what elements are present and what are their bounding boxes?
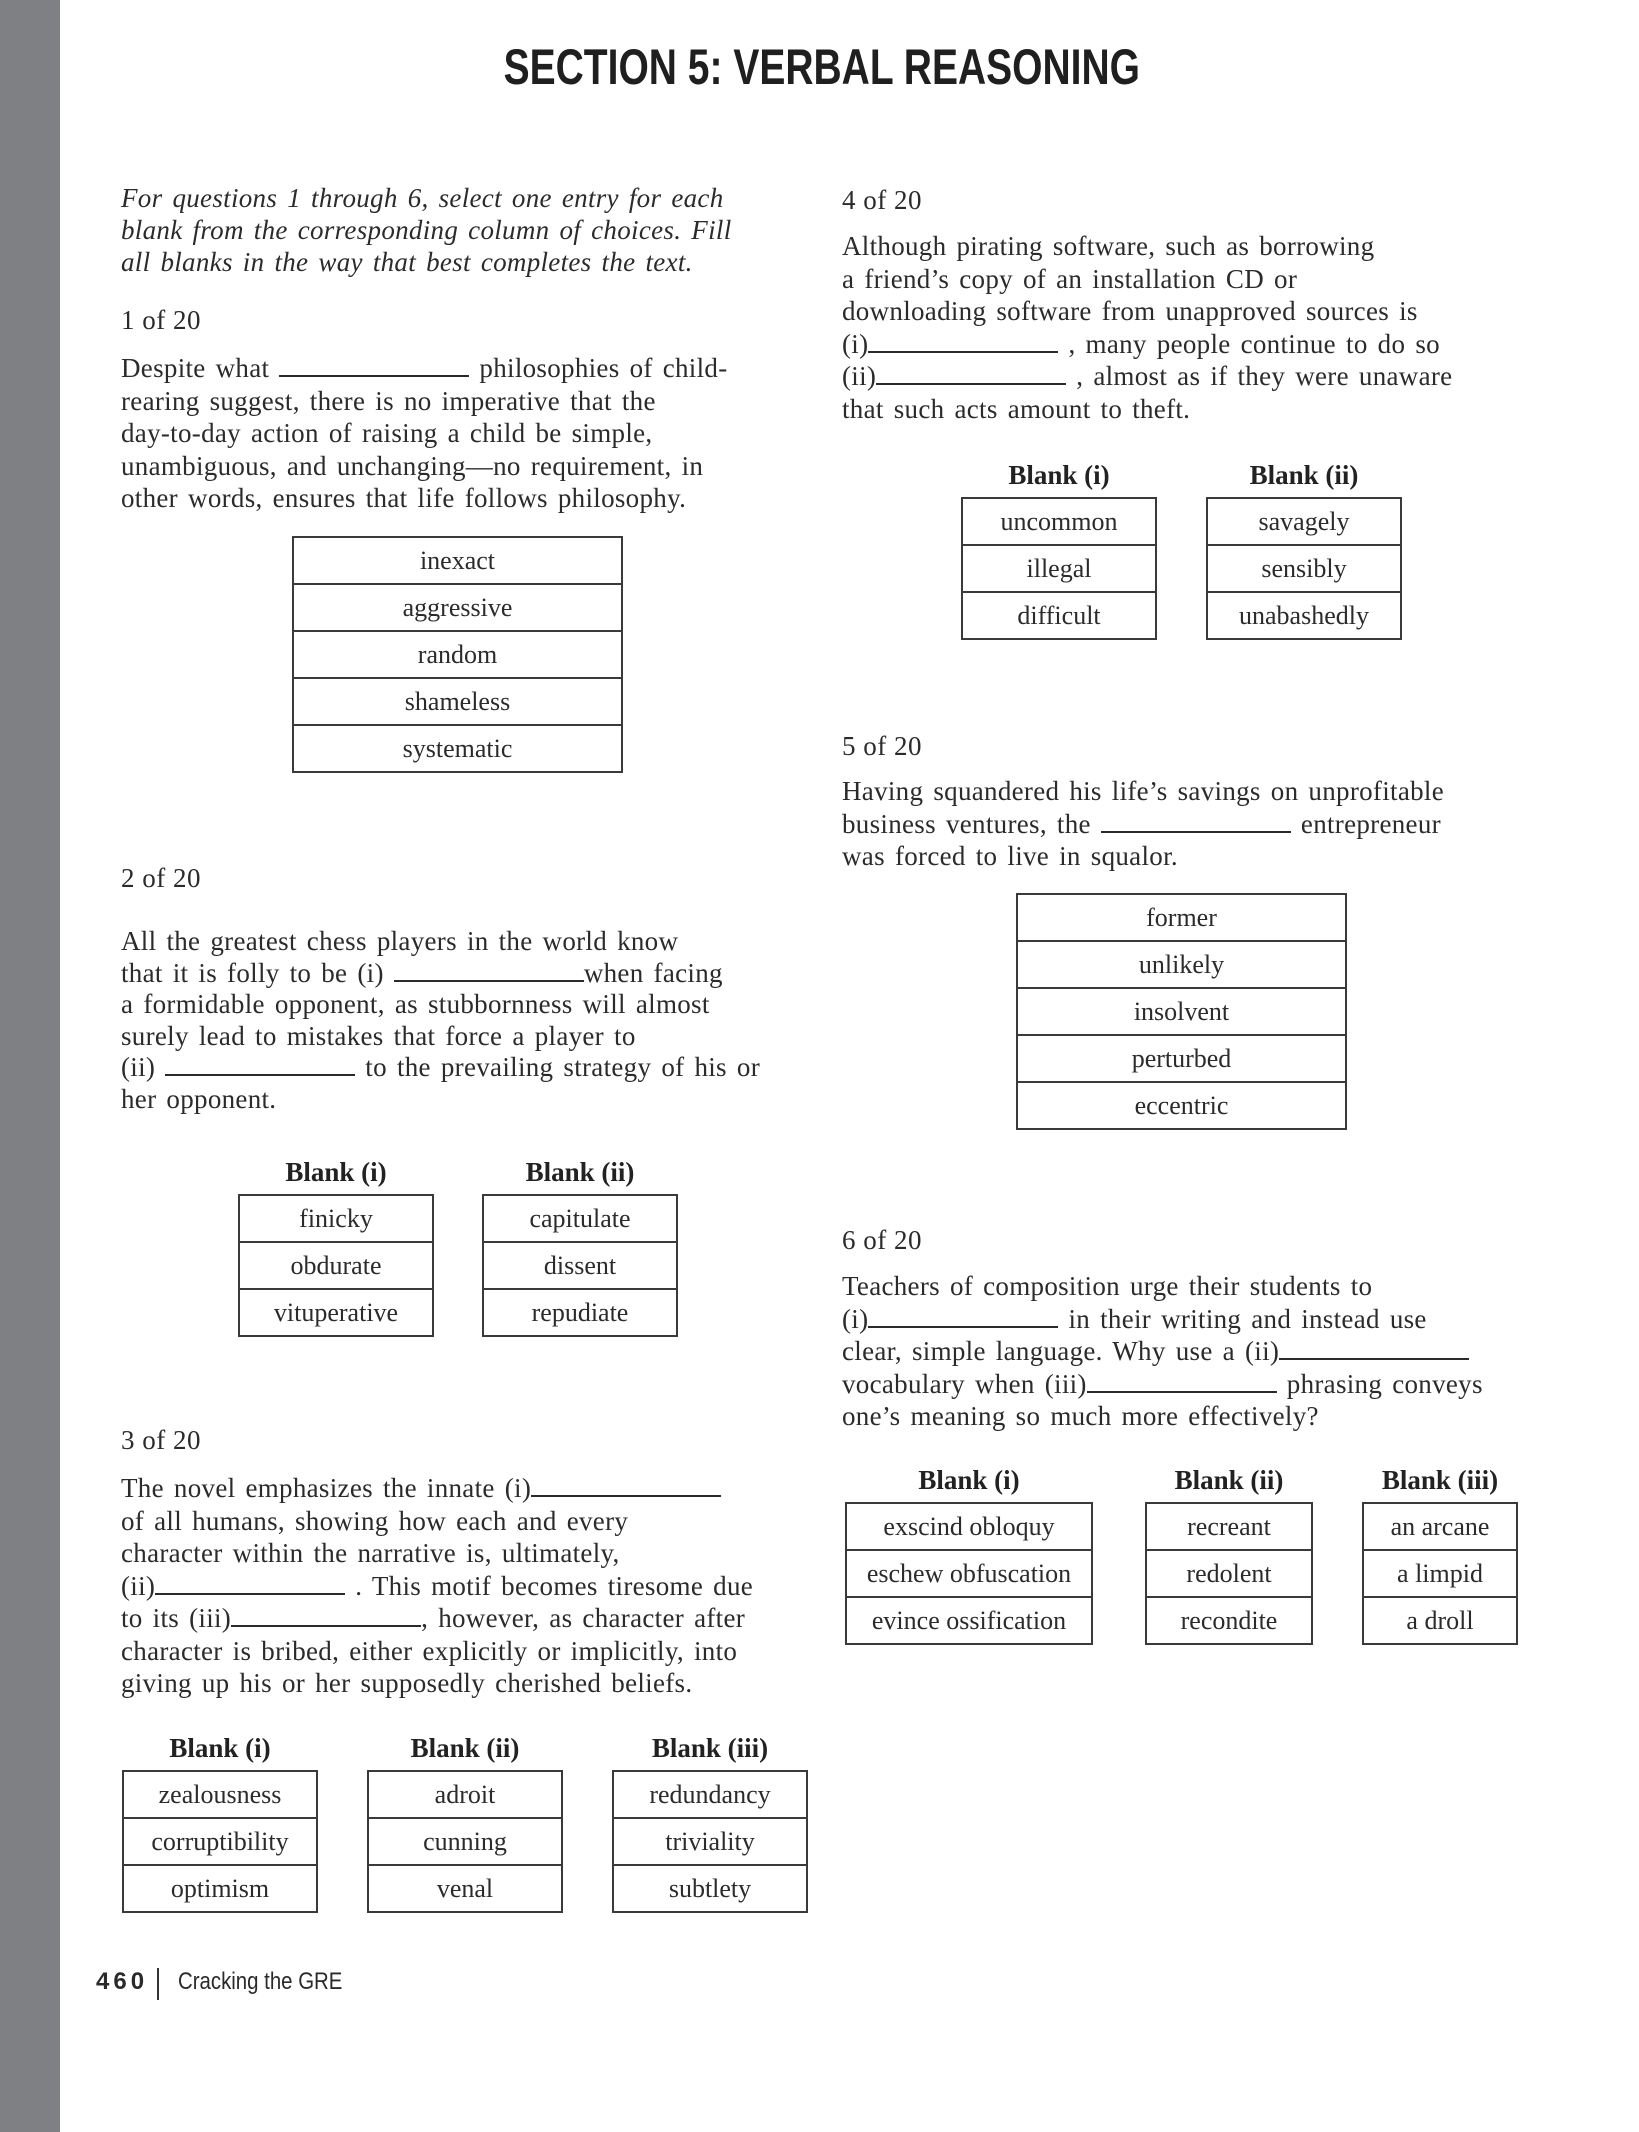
choice-row: [962, 592, 1156, 639]
question-text-line: [121, 450, 703, 482]
question-text-line: [842, 1368, 1483, 1400]
answer-choice[interactable]: vituperative: [239, 1289, 433, 1336]
question-text-line: [842, 230, 1374, 262]
answer-choice[interactable]: illegal: [962, 545, 1156, 592]
question-number: 1 of 20: [121, 305, 201, 335]
answer-choice[interactable]: corruptibility: [123, 1818, 317, 1865]
text-segment: character is bribed, either explicitly or implicitly, into: [121, 1635, 738, 1666]
choice-row: [368, 1865, 562, 1912]
text-segment: that it is folly to be (i): [121, 957, 394, 988]
question-number: 3 of 20: [121, 1425, 201, 1455]
text-segment: that such acts amount to theft.: [842, 393, 1191, 424]
question-text-line: [121, 1602, 745, 1634]
answer-choice[interactable]: finicky: [239, 1195, 433, 1242]
question-text-line: [121, 482, 686, 514]
text-segment: day-to-day action of raising a child be simple,: [121, 418, 653, 448]
answer-choice[interactable]: uncommon: [962, 498, 1156, 545]
answer-choice[interactable]: dissent: [483, 1242, 677, 1289]
question-text-line: [842, 295, 1418, 327]
answer-choices-table: [238, 1194, 434, 1337]
answer-choice[interactable]: cunning: [368, 1818, 562, 1865]
question-text-line: [121, 1051, 760, 1083]
text-segment: to its (iii): [121, 1603, 232, 1633]
question-text-line: [121, 417, 652, 449]
answer-choice[interactable]: exscind obloquy: [846, 1503, 1092, 1550]
blank-column-header: Blank (iii): [1381, 1465, 1499, 1495]
choice-row: [293, 725, 622, 772]
text-segment: Teachers of composition urge their students to: [842, 1271, 1373, 1301]
question-text-line: [121, 1635, 737, 1667]
answer-blank: [394, 958, 584, 982]
instructions-line: blank from the corresponding column of choices. Fill: [121, 215, 732, 245]
answer-choice[interactable]: random: [293, 631, 622, 678]
page-title: SECTION 5: VERBAL REASONING: [503, 39, 1140, 95]
answer-choice[interactable]: an arcane: [1363, 1503, 1517, 1550]
answer-blank: [155, 1571, 345, 1595]
question-text-line: [842, 1270, 1372, 1302]
choice-row: [1363, 1503, 1517, 1550]
choice-row: [368, 1771, 562, 1818]
text-segment: was forced to live in squalor.: [842, 841, 1178, 871]
text-segment: one’s meaning so much more effectively?: [842, 1401, 1319, 1431]
answer-choices-table: [1362, 1502, 1518, 1645]
answer-choices-table: [612, 1770, 808, 1913]
choice-row: [613, 1771, 807, 1818]
answer-choice[interactable]: repudiate: [483, 1289, 677, 1336]
question-text-line: [842, 775, 1444, 807]
question-text-line: [121, 1020, 636, 1052]
question-text-line: [121, 925, 678, 957]
answer-blank: [231, 1603, 421, 1627]
answer-blank: [279, 353, 469, 377]
text-segment: . This motif becomes tiresome due: [345, 1570, 754, 1601]
answer-choices-table: [122, 1770, 318, 1913]
answer-blank: [868, 1304, 1058, 1328]
footer-divider: [157, 1968, 159, 2000]
text-segment: Although pirating software, such as borrowing: [842, 231, 1375, 261]
text-segment: a friend’s copy of an installation CD or: [842, 263, 1298, 294]
answer-blank: [876, 361, 1066, 385]
choice-row: [293, 631, 622, 678]
text-segment: vocabulary when (iii): [842, 1368, 1087, 1399]
text-segment: All the greatest chess players in the world know: [121, 926, 679, 956]
answer-choice[interactable]: difficult: [962, 592, 1156, 639]
text-segment: entrepreneur: [1290, 808, 1441, 839]
question-text-line: [121, 385, 656, 417]
question-text-line: [121, 1083, 276, 1115]
answer-choice[interactable]: venal: [368, 1865, 562, 1912]
choice-row: [1207, 545, 1401, 592]
choice-row: [293, 584, 622, 631]
question-text-line: [842, 393, 1190, 425]
answer-choice[interactable]: a droll: [1363, 1597, 1517, 1644]
text-segment: a formidable opponent, as stubbornness will almost: [121, 989, 710, 1019]
question-text-line: [842, 328, 1440, 360]
question-number: 5 of 20: [842, 731, 922, 761]
answer-blank: [531, 1473, 721, 1497]
question-text-line: [842, 840, 1178, 872]
blank-column-header: Blank (i): [285, 1157, 387, 1187]
question-number: 4 of 20: [842, 185, 922, 215]
answer-choice[interactable]: inexact: [293, 537, 622, 584]
blank-column-header: Blank (ii): [1174, 1465, 1284, 1495]
choice-row: [1146, 1550, 1312, 1597]
text-segment: of all humans, showing how each and every: [121, 1505, 629, 1536]
answer-choice[interactable]: unabashedly: [1207, 592, 1401, 639]
answer-choice[interactable]: zealousness: [123, 1771, 317, 1818]
text-segment: unambiguous, and unchanging—no requirement, in: [121, 450, 704, 481]
text-segment: clear, simple language. Why use a (ii): [842, 1336, 1280, 1366]
answer-choice[interactable]: recondite: [1146, 1597, 1312, 1644]
choice-row: [1017, 941, 1346, 988]
choice-row: [1017, 1082, 1346, 1129]
blank-column-header: Blank (ii): [525, 1157, 635, 1187]
text-segment: (ii): [121, 1052, 166, 1082]
choice-row: [483, 1242, 677, 1289]
answer-choice[interactable]: obdurate: [239, 1242, 433, 1289]
page-number: 460: [96, 1968, 149, 1995]
choice-row: [613, 1865, 807, 1912]
choice-row: [1146, 1597, 1312, 1644]
choice-row: [293, 537, 622, 584]
text-segment: , however, as character after: [421, 1603, 746, 1633]
answer-blank: [1279, 1336, 1469, 1360]
choice-row: [123, 1865, 317, 1912]
text-segment: , almost as if they were unaware: [1066, 361, 1453, 391]
text-segment: business ventures, the: [842, 808, 1101, 839]
blank-column-header: Blank (i): [918, 1465, 1020, 1495]
answer-choices-table: [292, 536, 623, 773]
choice-row: [123, 1771, 317, 1818]
text-segment: downloading software from unapproved sources is: [842, 296, 1418, 326]
question-text-line: [121, 1505, 628, 1537]
question-text-line: [842, 808, 1441, 840]
choice-row: [293, 678, 622, 725]
question-text-line: [842, 263, 1297, 295]
text-segment: (ii): [121, 1570, 156, 1601]
answer-choice[interactable]: eschew obfuscation: [846, 1550, 1092, 1597]
question-text-line: [121, 1537, 620, 1569]
answer-choices-table: [482, 1194, 678, 1337]
answer-choice[interactable]: savagely: [1207, 498, 1401, 545]
choice-row: [962, 545, 1156, 592]
question-text-line: [121, 1472, 721, 1504]
answer-choices-table: [1145, 1502, 1313, 1645]
choice-row: [1363, 1550, 1517, 1597]
choice-row: [239, 1242, 433, 1289]
text-segment: other words, ensures that life follows philosophy.: [121, 483, 687, 513]
blank-column-header: Blank (iii): [651, 1733, 769, 1763]
text-segment: in their writing and instead use: [1058, 1303, 1427, 1334]
text-segment: character within the narrative is, ultimately,: [121, 1538, 620, 1568]
text-segment: (i): [842, 328, 869, 359]
choice-row: [962, 498, 1156, 545]
answer-blank: [1101, 809, 1291, 833]
question-number: 2 of 20: [121, 863, 201, 893]
instructions-line: all blanks in the way that best completes the text.: [121, 247, 693, 277]
choice-row: [846, 1550, 1092, 1597]
text-segment: (ii): [842, 361, 877, 391]
answer-choice[interactable]: aggressive: [293, 584, 622, 631]
text-segment: rearing suggest, there is no imperative that the: [121, 385, 656, 416]
text-segment: surely lead to mistakes that force a player to: [121, 1020, 636, 1051]
answer-choice[interactable]: recreant: [1146, 1503, 1312, 1550]
choice-row: [846, 1597, 1092, 1644]
choice-row: [1017, 894, 1346, 941]
answer-choice[interactable]: capitulate: [483, 1195, 677, 1242]
answer-choice[interactable]: a limpid: [1363, 1550, 1517, 1597]
question-text-line: [842, 1335, 1469, 1367]
answer-choice[interactable]: insolvent: [1017, 988, 1346, 1035]
question-number: 6 of 20: [842, 1225, 922, 1255]
answer-choice[interactable]: systematic: [293, 725, 622, 772]
text-segment: giving up his or her supposedly cherished beliefs.: [121, 1668, 693, 1698]
answer-choice[interactable]: subtlety: [613, 1865, 807, 1912]
answer-choice[interactable]: former: [1017, 894, 1346, 941]
book-title: Cracking the GRE: [178, 1968, 343, 1995]
blank-column-header: Blank (i): [169, 1733, 271, 1763]
answer-choices-table: [367, 1770, 563, 1913]
choice-row: [239, 1195, 433, 1242]
page-side-bar: [0, 0, 60, 2132]
choice-row: [1146, 1503, 1312, 1550]
answer-choices-table: [845, 1502, 1093, 1645]
question-text-line: [121, 352, 728, 384]
text-segment: Despite what: [121, 353, 280, 383]
answer-choice[interactable]: eccentric: [1017, 1082, 1346, 1129]
choice-row: [123, 1818, 317, 1865]
question-text-line: [121, 957, 723, 989]
answer-choice[interactable]: redundancy: [613, 1771, 807, 1818]
answer-choices-table: [1016, 893, 1347, 1130]
answer-choice[interactable]: redolent: [1146, 1550, 1312, 1597]
answer-choice[interactable]: adroit: [368, 1771, 562, 1818]
choice-row: [239, 1289, 433, 1336]
question-text-line: [121, 988, 710, 1020]
text-segment: her opponent.: [121, 1083, 277, 1114]
question-text-line: [842, 1400, 1319, 1432]
choice-row: [1363, 1597, 1517, 1644]
blank-column-header: Blank (i): [1008, 460, 1110, 490]
choice-row: [1207, 592, 1401, 639]
answer-choice[interactable]: triviality: [613, 1818, 807, 1865]
question-text-line: [121, 1667, 692, 1699]
blank-column-header: Blank (ii): [1249, 460, 1359, 490]
question-text-line: [842, 1303, 1427, 1335]
choice-row: [846, 1503, 1092, 1550]
text-segment: to the prevailing strategy of his or: [355, 1052, 761, 1082]
answer-choice[interactable]: unlikely: [1017, 941, 1346, 988]
text-segment: The novel emphasizes the innate (i): [121, 1473, 532, 1503]
choice-row: [1207, 498, 1401, 545]
text-segment: , many people continue to do so: [1058, 328, 1440, 359]
answer-choices-table: [1206, 497, 1402, 640]
choice-row: [613, 1818, 807, 1865]
question-text-line: [842, 360, 1452, 392]
text-segment: when facing: [583, 957, 723, 988]
text-segment: philosophies of child-: [469, 353, 728, 383]
text-segment: phrasing conveys: [1276, 1368, 1483, 1399]
choice-row: [483, 1289, 677, 1336]
choice-row: [1017, 1035, 1346, 1082]
choice-row: [1017, 988, 1346, 1035]
blank-column-header: Blank (ii): [410, 1733, 520, 1763]
instructions-line: For questions 1 through 6, select one entry for each: [121, 183, 724, 213]
choice-row: [368, 1818, 562, 1865]
answer-blank: [165, 1052, 355, 1076]
text-segment: (i): [842, 1303, 869, 1334]
answer-choice[interactable]: shameless: [293, 678, 622, 725]
answer-choice[interactable]: optimism: [123, 1865, 317, 1912]
choice-row: [483, 1195, 677, 1242]
answer-blank: [1087, 1369, 1277, 1393]
answer-choices-table: [961, 497, 1157, 640]
answer-choice[interactable]: sensibly: [1207, 545, 1401, 592]
text-segment: Having squandered his life’s savings on unprofitable: [842, 776, 1444, 806]
answer-blank: [868, 329, 1058, 353]
answer-choice[interactable]: evince ossification: [846, 1597, 1092, 1644]
question-text-line: [121, 1570, 753, 1602]
answer-choice[interactable]: perturbed: [1017, 1035, 1346, 1082]
